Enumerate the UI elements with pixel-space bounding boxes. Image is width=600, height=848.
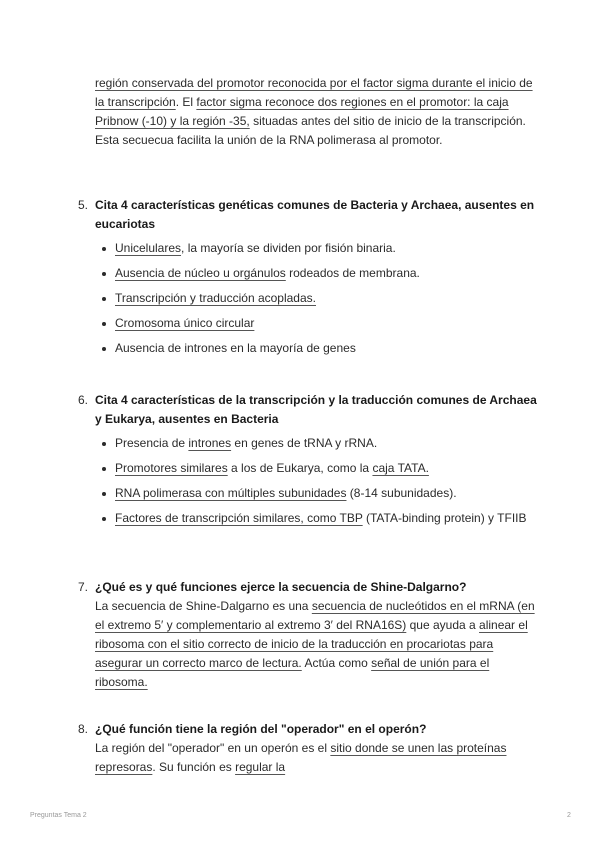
question-6: [78, 391, 538, 534]
list-item: Presencia de intrones en genes de tRNA y rRNA.: [115, 434, 538, 453]
footer-title: Preguntas Tema 2: [30, 812, 87, 819]
list-item: Cromosoma único circular: [115, 314, 538, 333]
intro-underline-2: factor sigma reconoce dos regiones en el promotor: la caja Pribnow (-10) y la región -35,: [95, 95, 509, 128]
list-item: Ausencia de intrones en la mayoría de genes: [115, 339, 538, 358]
intro-paragraph: región conservada del promotor reconocida por el factor sigma durante el inicio de la transcripción. El factor sigma reconoce dos regiones en el promotor: la caja Pribnow (-10) y la región -35, situadas antes del sitio de inicio de la transcripción. Esta secuecua facilita la unión de la RNA polimerasa al promotor.: [95, 76, 533, 147]
list-item: Factores de transcripción similares, como TBP (TATA-binding protein) y TFIIB: [115, 509, 538, 528]
question-number: 6.: [78, 393, 89, 407]
answer-list: [95, 239, 538, 358]
question-7: [78, 578, 538, 692]
answer-list: [95, 434, 538, 528]
question-number: 5.: [78, 198, 89, 212]
answer-paragraph: La región del "operador" en un operón es el sitio donde se unen las proteínas represoras. Su función es regular la: [95, 741, 507, 774]
question-5: [78, 196, 538, 364]
list-item: Transcripción y traducción acopladas.: [115, 289, 538, 308]
intro-underline-1: región conservada del promotor reconocida por el factor sigma durante el inicio de la transcripción: [95, 76, 533, 109]
list-item: RNA polimerasa con múltiples subunidades (8-14 subunidades).: [115, 484, 538, 503]
question-number: 8.: [78, 722, 89, 736]
answer-paragraph: La secuencia de Shine-Dalgarno es una secuencia de nucleótidos en el mRNA (en el extremo 5′ y complementario al extremo 3′ del RNA16S) que ayuda a alinear el ribosoma con el sitio correcto de inicio de la traducción en procariotas para asegurar un correcto marco de lectura. Actúa como señal de unión para el ribosoma.: [95, 599, 535, 689]
list-item: Ausencia de núcleo u orgánulos rodeados de membrana.: [115, 264, 538, 283]
page-number: 2: [567, 812, 571, 819]
question-8: [78, 720, 538, 777]
list-item: Promotores similares a los de Eukarya, como la caja TATA.: [115, 459, 538, 478]
list-item: Unicelulares, la mayoría se dividen por fisión binaria.: [115, 239, 538, 258]
question-title: ¿Qué es y qué funciones ejerce la secuencia de Shine-Dalgarno?: [95, 580, 467, 594]
question-title: Cita 4 características de la transcripción y la traducción comunes de Archaea y Eukarya, ausentes en Bacteria: [95, 393, 537, 426]
question-number: 7.: [78, 580, 89, 594]
question-title: Cita 4 características genéticas comunes de Bacteria y Archaea, ausentes en eucariotas: [95, 198, 535, 231]
question-title: ¿Qué función tiene la región del "operador" en el operón?: [95, 722, 427, 736]
